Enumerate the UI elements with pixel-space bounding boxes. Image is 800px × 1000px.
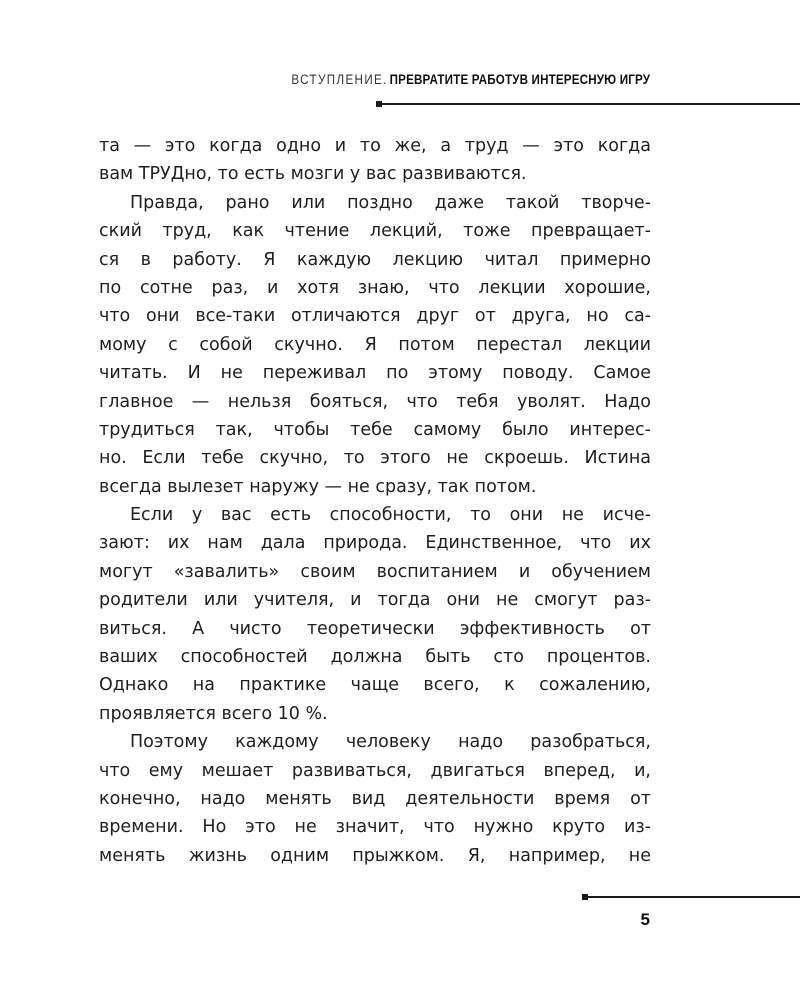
text-line: родители или учителя, и тогда они не смогут раз- [99, 590, 651, 611]
text-line: менять жизнь одним прыжком. Я, например, не [99, 845, 651, 866]
footer-rule [582, 896, 800, 898]
text-line: виться. А чисто теоретически эффективность от [99, 618, 651, 639]
text-line: Правда, рано или поздно даже такой творче- [130, 192, 651, 213]
text-line: главное — нельзя бояться, что тебя уволят. Надо [99, 391, 651, 412]
text-line: читать. И не переживал по этому поводу. Самое [99, 363, 651, 384]
text-line: по сотне раз, и хотя знаю, что лекции хорошие, [99, 277, 651, 298]
text-line: мому с собой скучно. Я потом перестал лекции [99, 334, 651, 355]
text-line: времени. Но это не значит, что нужно круто из- [99, 817, 651, 838]
page-body [99, 132, 651, 870]
section-label: ВСТУПЛЕНИЕ [291, 72, 384, 87]
chapter-title: ПРЕВРАТИТЕ РАБОТУВ ИНТЕРЕСНУЮ ИГРУ [389, 72, 650, 87]
header-rule [376, 103, 800, 105]
text-line: Однако на практике чаще всего, к сожалению, [99, 675, 651, 696]
text-line: ваших способностей должна быть сто процентов. [99, 647, 651, 668]
text-line: Поэтому каждому человеку надо разобраться, [130, 732, 651, 753]
text-line: что они все-таки отличаются друг от друга, но са- [99, 306, 651, 327]
text-line: ся в работу. Я каждую лекцию читал примерно [99, 249, 651, 270]
text-line: всегда вылезет наружу — не сразу, так потом. [99, 476, 537, 497]
text-line: та — это когда одно и то же, а труд — это когда [99, 136, 651, 156]
footer-rule-marker [582, 894, 588, 900]
header-separator: . [383, 72, 387, 87]
header-rule-marker [376, 101, 382, 107]
text-line: Если у вас есть способности, то они не исче- [130, 505, 651, 526]
text-line: конечно, надо менять вид деятельности время от [99, 788, 651, 809]
text-line: ский труд, как чтение лекций, тоже превращает- [99, 221, 651, 242]
text-line: трудиться так, чтобы тебе самому было интерес- [99, 419, 651, 440]
text-line: проявляется всего 10 %. [99, 703, 328, 724]
text-line: вам ТРУДно, то есть мозги у вас развиваются. [99, 164, 527, 185]
page-number: 5 [640, 910, 650, 929]
text-line: зают: их нам дала природа. Единственное, что их [99, 533, 651, 554]
running-header [291, 72, 650, 87]
text-line: что ему мешает развиваться, двигаться вперед, и, [99, 760, 651, 781]
text-line: но. Если тебе скучно, то этого не скроешь. Истина [99, 448, 651, 469]
text-line: могут «завалить» своим воспитанием и обучением [99, 561, 651, 582]
